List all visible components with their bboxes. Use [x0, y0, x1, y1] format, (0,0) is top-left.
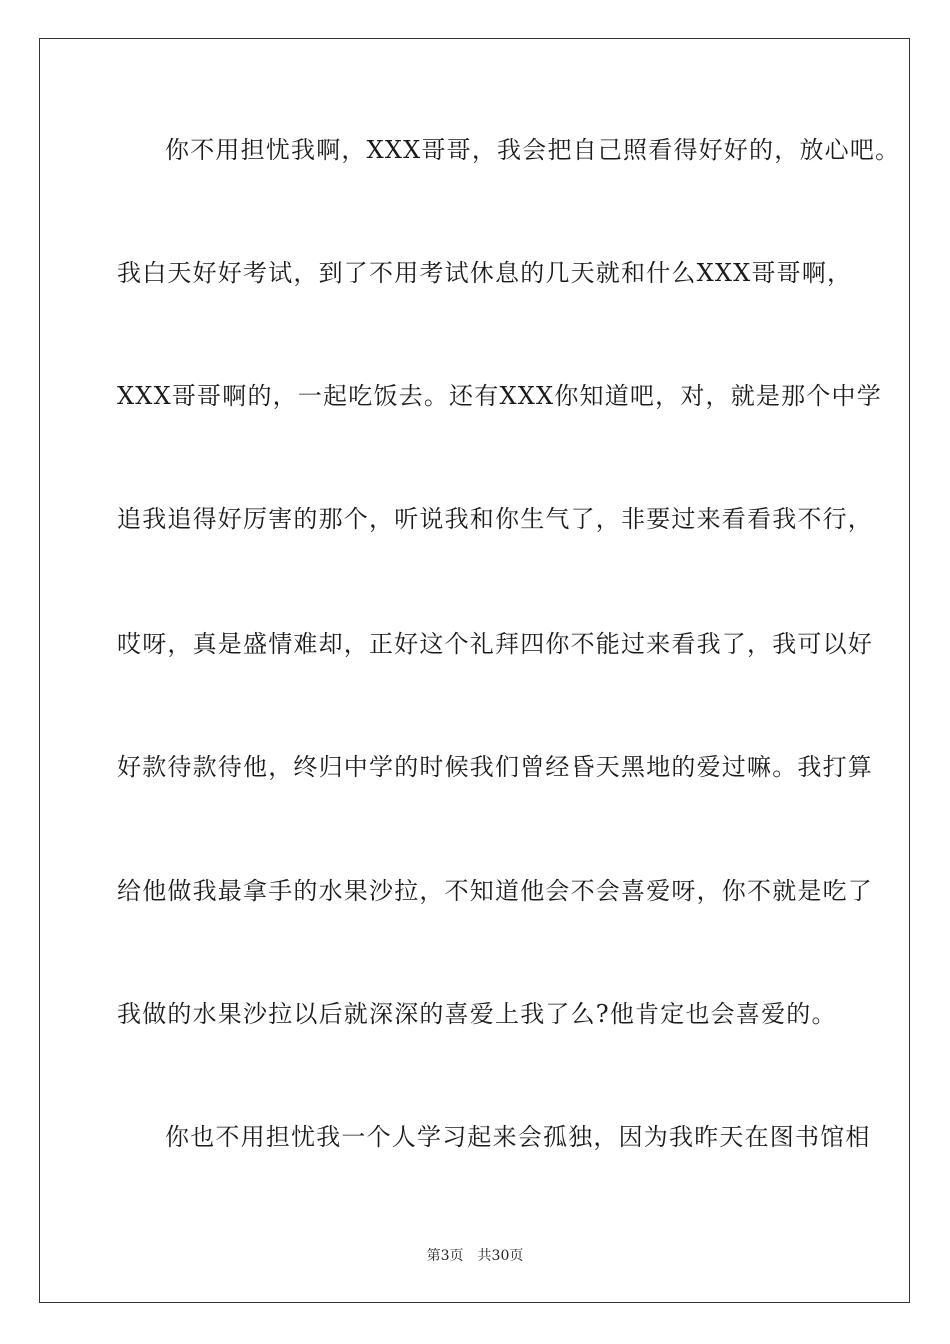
page-number: 第3页	[426, 1248, 464, 1264]
paragraph-line-1: 你不用担忧我啊，XXX哥哥，我会把自己照看得好好的，放心吧。	[165, 136, 901, 164]
paragraph-line-7: 给他做我最拿手的水果沙拉，不知道他会不会喜爱呀，你不就是吃了	[117, 877, 873, 905]
paragraph-line-2: 我白天好好考试，到了不用考试休息的几天就和什么XXX哥哥啊，	[117, 259, 853, 287]
paragraph-line-3: XXX哥哥啊的，一起吃饭去。还有XXX你知道吧，对，就是那个中学	[117, 382, 882, 410]
page-footer	[0, 1246, 950, 1266]
page-border	[39, 38, 910, 1303]
paragraph-line-4: 追我追得好厉害的那个，听说我和你生气了，非要过来看看我不行，	[117, 505, 873, 533]
paragraph-line-5: 哎呀，真是盛情难却，正好这个礼拜四你不能过来看我了，我可以好	[117, 630, 873, 658]
paragraph-line-6: 好款待款待他，终归中学的时候我们曾经昏天黑地的爱过嘛。我打算	[117, 753, 873, 781]
paragraph-line-8: 我做的水果沙拉以后就深深的喜爱上我了么?他肯定也会喜爱的。	[117, 1000, 837, 1028]
page-total: 共30页	[477, 1248, 524, 1264]
paragraph-line-9: 你也不用担忧我一个人学习起来会孤独，因为我昨天在图书馆相	[165, 1123, 871, 1151]
